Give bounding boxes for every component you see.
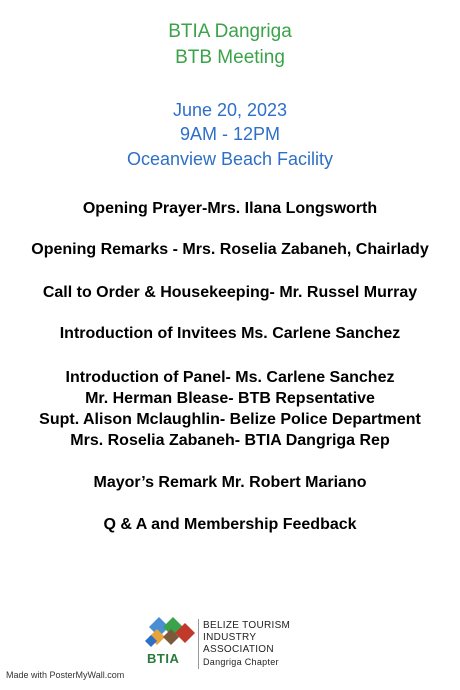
logo-chapter: Dangriga Chapter [203,657,279,667]
logo-divider [198,619,199,669]
event-title: BTB Meeting [175,47,285,68]
agenda-item-invitees: Introduction of Invitees Ms. Carlene Sanchez [59,325,401,342]
logo-text [203,620,290,668]
agenda-item-opening-prayer: Opening Prayer-Mrs. Ilana Longsworth [82,200,378,217]
agenda-item-panel-member: Mr. Herman Blease- BTB Repsentative [85,390,375,407]
logo-line: INDUSTRY [203,632,257,643]
event-time: 9AM - 12PM [179,124,281,144]
event-date: June 20, 2023 [172,100,288,120]
btia-logo [145,615,345,675]
agenda-item-panel-member: Supt. Alison Mclaughlin- Belize Police Department [39,411,421,428]
logo-line: ASSOCIATION [203,644,274,655]
footer-credit: Made with PosterMyWall.com [6,670,125,680]
agenda-item-panel-member: Mrs. Roselia Zabaneh- BTIA Dangriga Rep [70,432,390,449]
agenda-item-panel: Introduction of Panel- Ms. Carlene Sanchez [65,369,395,386]
agenda-item-opening-remarks: Opening Remarks - Mrs. Roselia Zabaneh, Chairlady [31,241,429,258]
logo-line: BELIZE TOURISM [203,620,291,631]
agenda-item-qa: Q & A and Membership Feedback [103,516,357,533]
agenda-item-call-to-order: Call to Order & Housekeeping- Mr. Russel Murray [42,284,418,301]
btia-acronym: BTIA [147,651,180,666]
btia-emblem-icon [145,615,197,655]
org-title: BTIA Dangriga [168,21,292,42]
agenda-item-mayor-remark: Mayor’s Remark Mr. Robert Mariano [93,474,367,491]
event-venue: Oceanview Beach Facility [126,149,334,169]
